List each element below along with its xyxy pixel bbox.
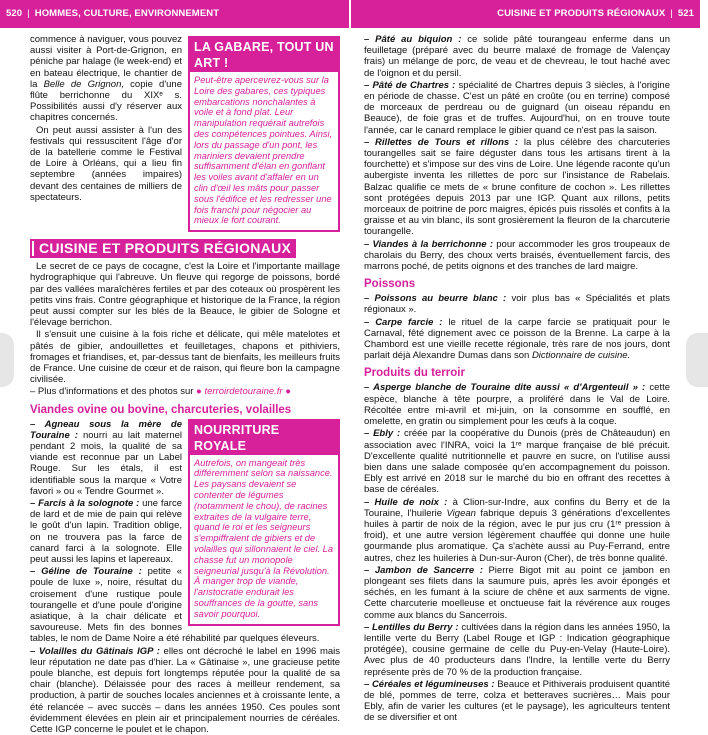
header-separator: | [670,8,673,19]
carpe-italic: Dictionnaire de cuisine. [531,350,631,362]
cereales-text: Beauce et Pithiverais produisent quantité de blé, pommes de terre, colza et betteraves sucrières… Mais pour Ebly, afin de varier les cultures (et le paysage), les agriculteurs tentent de se diversifier et ont [364,678,671,724]
geline-term: – Géline de Touraine : [30,566,142,578]
agneau-text: nourri au lait maternel pendant 2 mois, la qualité de sa viande est reconnue par un Label Rouge. Sur les étals, il est identifiable sous la marque « Votre favori » ou « Tendre Gourmet ». [30,429,182,497]
viandes-subtitle: Viandes ovine ou bovine, charcuteries, volailles [30,403,292,416]
huile-italic: Vigean [446,507,476,519]
right-running-title: CUISINE ET PRODUITS RÉGIONAUX [497,8,666,19]
jambon-term: – Jambon de Sancerre : [364,564,483,576]
right-page [364,34,671,724]
left-page [30,34,341,735]
gabare-box [188,36,340,232]
rillettes-text: la plus célèbre des charcuteries tourangelles sait se faire déguster dans tous les artisans tirent à la fourchette) et s'impose sur des vins de Loire. Une légende raconte qu'un aubergiste inventa les rillettes de porc sur l'insistance de Rabelais. Balzac qualifie ce mets de « brune confiture de cochon ». Les rillettes sont protégées depuis 2013 par une IGP. Quant aux rillons, petits morceaux de poitrine de porc maigres, épicés puis rissolés et confits à la graisse et au vin blanc, ils sont grosièrement la fleuron de la charcuterie tourangelle. [364,136,670,238]
cuisine-section-title: CUISINE ET PRODUITS RÉGIONAUX [30,239,296,258]
right-page-header [351,0,700,28]
nourriture-box-text: Autrefois, on mangeait très différemment selon sa naissance. Les paysans devaient se contenter de légumes (notamment le chou), de racines extraites de la vulgaire terre, quand le roi et les seigneurs s'empiffraient de gibiers et de volailles qui sillonnaient le ciel. La chasse fut un monopole seigneurial jusqu'à la Révolution. À manger trop de viande, l'aristocratie endurait les souffrances de la goutte, sans savoir pourquoi. [194,457,334,619]
terroir-link[interactable]: terroirdetouraine.fr [204,386,283,398]
link-arrow-icon: ● [196,386,202,398]
pate-chartres-text: spécialité de Chartres depuis 3 siècles, à l'origine en période de chasse. C'est un pâté en croûte (ou en terrine) composé de morceaux de perdreau ou de guignard (un oiseau répandu en Beauce), de foie gras et de truffes. Aujourd'hui, on en trouve toute l'année, car le canard remplace le gibier quand ce n'est pas la saison. [364,79,670,136]
huile-text-2: fabrique depuis 3 générations d'excellentes huiles à partir de noix de la région, avec le pur jus cru (1ʳᵉ pression à froid), et une autre version légèrement chauffée qui donne une huile gourmande plus aromatique. Ça s'achète aussi au Puy-Ferrand, entre autres, chez les huileries à Dun-sur-Auron (Cher), de très bonne qualité. [364,507,670,564]
poissons-beurre-item [364,293,670,315]
pate-biquion-item [364,34,670,79]
rillettes-term: – Rillettes de Tours et rillons : [364,136,519,148]
left-page-number: 520 [6,8,23,19]
lentilles-item [364,622,670,678]
jambon-item [364,565,670,621]
volailles-term: – Volailles du Gâtinais IGP : [30,645,160,657]
terroir-subtitle: Produits du terroir [364,367,465,380]
poissons-subtitle: Poissons [364,278,416,291]
huile-item [364,497,670,564]
pate-biquion-text: ce solide pâté tourangeau enferme dans un feuilletage (préparé avec du beurre malaxé de fromage de Valençay frais) un mélange de porc, de veau et de chevreau, le tout haché avec de l'oignon et du persil. [364,34,670,79]
cuisine-info-line [30,386,340,397]
lentilles-term: – Lentilles du Berry : [364,621,459,633]
nourriture-box-title: NOURRITURE ROYALE [190,421,338,455]
lentilles-text: cultivées dans la région dans les années 1950, la lentille verte du Berry (Label Rouge et IGP : Indication géographique protégée), cousine germaine de celle du Puy-en-Velay (Haute-Loire). Avec plus de 40 producteurs dans l'Indre, la lentille verte du Berry représente près de 70 % de la production française. [364,621,670,678]
farcis-term: – Farcis à la solognote : [30,498,140,510]
agneau-term: – Agneau sous la mère de Touraine : [30,418,182,441]
huile-text: à Clion-sur-Indre, aux confins du Berry et de la Touraine, l'huilerie [364,496,670,519]
ebly-term: – Ebly : [364,428,401,440]
festival-paragraph: On peut aussi assister à l'un des festivals qui ressuscitent l'âge d'or de la batellerie comme le Festival de Loire à Orléans, qui a lieu fin septembre (années impaires) devant des centaines de milliers de spectateurs. [30,124,182,203]
carpe-term: – Carpe farcie : [364,316,443,328]
left-running-title: HOMMES, CULTURE, ENVIRONNEMENT [34,8,220,19]
volailles-text: elles ont décroché le label en 1996 mais leur réputation ne date pas d'hier. La « Gâtinaise », une gracieuse petite poule blanche, est depuis fort longtemps réputée pour la qualité de sa chair (blanche). Délaissée pour des races à meilleur rendement, sa production, à partir de souches locales anciennes et à croissante lente, a été relancée – avec succès – dans les années 1950. Ces poules sont évidemment élevées en plein air et principalement nourries de céréales. Cette IGP concerne le poulet et le chapon. [30,645,341,735]
cuisine-paragraph-2: Il s'ensuit une cuisine à la fois riche et délicate, qui mêle matelotes et pâtés de gibier, andouillettes et feuilletages, chapons et pithiviers, fromages et friandises, et, par-dessus tant de bienfaits, les meilleurs fruits de France. Une cuisine de cœur et de raison, qui fleure bon la campagne civilisée. [30,329,340,386]
viandes-term: – Viandes à la berrichonne : [364,238,493,250]
geline-text: petite « poule de luxe », noire, résultat du croisement d'une rustique poule tourangelle et d'une poule d'origine asiatique, à la chair délicate et savoureuse. Mets fin des bonnes tables, le nom de Dame Noire a été réhabilité par quelques éleveurs. [30,566,320,645]
header-separator: | [27,8,30,19]
volailles-item [30,646,340,735]
cereales-item [364,679,670,724]
nourriture-royale-box [188,419,340,626]
link-arrow-icon: ● [285,386,291,398]
gabare-box-text: Peut-être apercevrez-vous sur la Loire des gabares, ces typiques embarcations nonchalantes à voile et à fond plat. Leur manipulation requérait autrefois des compétences pointues. Ainsi, lors du passage d'un pont, les mariniers devaient prendre suffisamment d'élan en gonflant les voiles avant d'affaler en un clin d'œil les mâts pour passer sous l'édifice et les redresser une fois franchi pour négocier au mieux le fort courant. [194,75,333,226]
carpe-text: le rituel de la carpe farcie se pratiquait pour le Carnaval, fêté dignement avec ce poisson de la Brenne. La carpe à la Chambord est une vieille recette régionale, très rare de nos jours, dont parlait déjà Alexandre Dumas dans son [364,316,671,362]
asperge-term: – Asperge blanche de Touraine dite aussi « d'Argenteuil » : [364,382,646,394]
intro-italic: Belle de Grignon, [43,78,125,90]
farcis-text: une farce de lard et de mie de pain qui relève le goût d'un lapin. Tradition oblige, on ne trouvera pas la farce de canard farci à la solognote. Elle peut aussi les lapins et lapereaux. [30,498,182,566]
poissons-beurre-text: voir plus bas « Spécialités et plats régionaux ». [364,293,670,316]
rillettes-item [364,137,670,238]
cereales-term: – Céréales et légumineuses : [364,678,495,690]
right-page-number: 521 [677,8,694,19]
pate-chartres-term: – Pâté de Chartres : [364,79,456,91]
viandes-berrichonne-item [364,239,670,273]
left-page-header [0,0,349,28]
pate-biquion-term: – Pâté au biquion : [364,34,462,45]
asperge-item [364,382,670,427]
huile-term: – Huile de noix : [364,496,448,508]
gabare-box-title: LA GABARE, TOUT UN ART ! [190,38,338,72]
pate-chartres-item [364,80,670,136]
ebly-item [364,428,670,495]
right-thumb-tab [686,333,708,387]
poissons-beurre-term: – Poissons au beurre blanc : [364,293,507,305]
carpe-item [364,317,670,362]
ebly-text: créée par la coopérative du Dunois (près de Châteaudun) en association avec l'INRA, voici la 1ʳᵉ marque française de blé précuit. D'excellente qualité nutritionnelle et pauvre en sucre, on l'utilise aussi bien dans une salade composée qu'en accompagnement du poisson. Ebly est arrivé en 2018 sur le marché du bio en offrant des recettes à base de céréales. [364,428,671,496]
intro-text-end: copie d'une flûte berrichonne du XIXᵉ s. Possibilités aussi d'y réserver aux chapitres concernés. [30,78,182,124]
left-thumb-tab [0,333,14,387]
jambon-text: Pierre Bigot mit au point ce jambon en plongeant ses filets dans la saumure puis, après les avoir épongés et séchés, en les fumant à la sciure de chêne et aux sarments de vigne. Cette charcuterie moelleuse et onctueuse fait la révérence aux rouges comme aux blancs du Sancerrois. [364,564,671,621]
cuisine-paragraph-1: Le secret de ce pays de cocagne, c'est la Loire et l'importante maillage hydrographique qui l'abreuve. Un fleuve qui regorge de poissons, bordé par des vallées maraîchères fertiles et par des coteaux où prospèrent les petits vins frais. Contre géographique et historique de la France, la région peut aussi compter sur les blés de la Beauce, le gibier de Sologne et l'élevage berrichon. [30,261,340,329]
info-prefix: – Plus d'informations et des photos sur [30,386,194,398]
intro-text: commence à naviguer, vous pouvez aussi visiter à Port-de-Grignon, en péniche par halage (le week-end) et en bateau électrique, le chantier de la [30,34,182,90]
asperge-text: cette espèce, blanche à tête pourpre, a proliféré dans le Val de Loire. Récoltée entre mi-avril et mi-juin, on la consomme en soufflé, en omelette, en gratin ou simplement pour les œufs à la coque. [364,382,671,428]
spread [0,28,700,735]
viandes-text: pour accommoder les gros troupeaux de charolais du Berry, des choux verts braisés, éventuellement farcis, des marrons poché, de petits oignons et des tranches de lard maigre. [364,238,670,273]
